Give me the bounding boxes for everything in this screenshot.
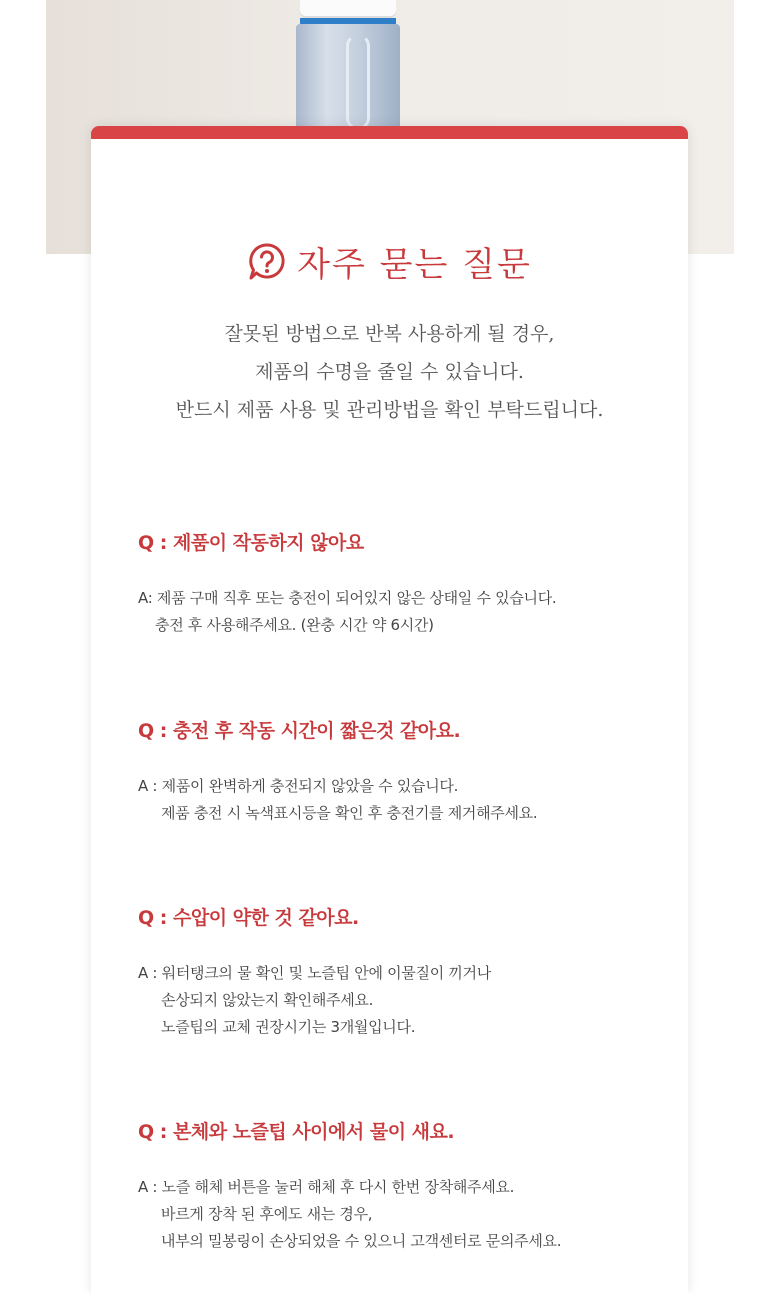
faq-card <box>91 126 688 1293</box>
oral-irrigator-device <box>296 0 400 140</box>
device-cap <box>300 0 396 18</box>
faq-answer <box>138 585 668 639</box>
answer-line: A : 노즐 해체 버튼을 눌러 해체 후 다시 한번 장착해주세요. <box>138 1178 515 1196</box>
intro-line: 잘못된 방법으로 반복 사용하게 될 경우, <box>224 323 555 345</box>
faq-answer <box>138 960 668 1041</box>
answer-line: 내부의 밀봉링이 손상되었을 수 있으니 고객센터로 문의주세요. <box>161 1232 562 1250</box>
faq-item <box>138 1117 668 1255</box>
faq-answer <box>138 1174 668 1255</box>
faq-question: Q : 제품이 작동하지 않아요 <box>138 532 364 554</box>
answer-line: A: 제품 구매 직후 또는 충전이 되어있지 않은 상태일 수 있습니다. <box>138 589 557 607</box>
faq-question: Q : 본체와 노즐팁 사이에서 물이 새요. <box>138 1121 455 1143</box>
faq-item <box>138 716 668 827</box>
faq-item <box>138 903 668 1041</box>
answer-line: 제품 충전 시 녹색표시등을 확인 후 충전기를 제거해주세요. <box>161 804 538 822</box>
answer-line: A : 워터탱크의 물 확인 및 노즐팁 안에 이물질이 끼거나 <box>138 964 491 982</box>
answer-line: 손상되지 않았는지 확인해주세요. <box>161 991 374 1009</box>
answer-line: 충전 후 사용해주세요. (완충 시간 약 6시간) <box>155 616 434 634</box>
faq-answer <box>138 773 668 827</box>
answer-line: 노즐팁의 교체 권장시기는 3개월입니다. <box>161 1018 416 1036</box>
faq-question: Q : 수압이 약한 것 같아요. <box>138 907 359 929</box>
intro-line: 제품의 수명을 줄일 수 있습니다. <box>255 361 524 383</box>
intro-line: 반드시 제품 사용 및 관리방법을 확인 부탁드립니다. <box>175 399 604 421</box>
faq-question: Q : 충전 후 작동 시간이 짧은것 같아요. <box>138 720 461 742</box>
faq-item <box>138 528 668 639</box>
water-tube <box>346 34 370 130</box>
answer-line: 바르게 장착 된 후에도 새는 경우, <box>161 1205 373 1223</box>
question-bubble-icon <box>247 242 287 282</box>
page-title: 자주 묻는 질문 <box>297 245 532 285</box>
answer-line: A : 제품이 완벽하게 충전되지 않았을 수 있습니다. <box>138 777 459 795</box>
intro-text <box>91 315 688 429</box>
faq-header <box>91 237 688 286</box>
